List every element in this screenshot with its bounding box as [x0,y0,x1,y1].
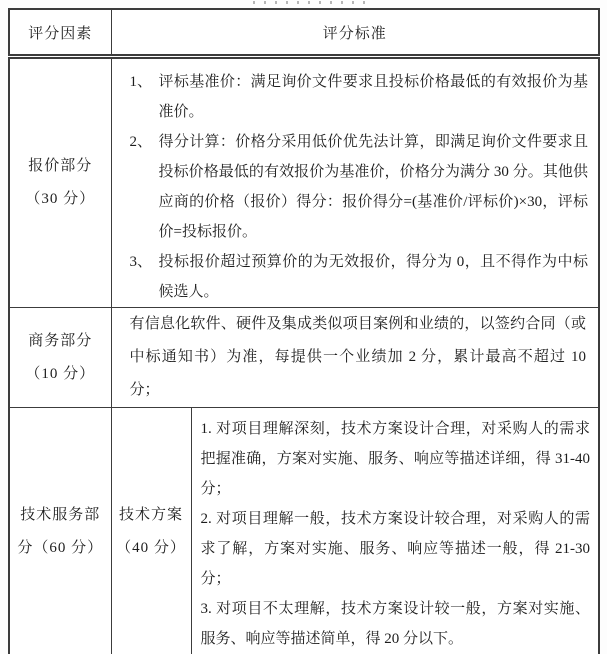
criteria-item: 2. 对项目理解一般，技术方案设计较合理，对采购人的需求了解，方案对实施、服务、响应等描述一般，得 21-30 分； [200,511,591,587]
criteria-item [112,247,589,307]
criteria-cell-quotation [111,57,599,308]
header-scoring-criteria: 评分标准 [111,9,599,57]
cropped-text-remnant [253,1,371,4]
item-number: 3、 [129,254,153,270]
criteria-item [112,127,589,247]
item-text: 评标基准价：满足询价文件要求且投标价格最低的有效报价为基准价。 [158,74,589,120]
item-number: 1、 [129,74,153,90]
criteria-cell-technical [191,408,599,654]
factor-cell-business [9,308,111,408]
header-scoring-factor: 评分因素 [9,9,111,57]
criteria-item: 3. 对项目不太理解，技术方案设计较一般，方案对实施、服务、响应等描述简单，得 20 分以下。 [200,601,591,647]
subfactor-score: （40 分） [116,540,186,556]
criteria-cell-business [111,308,599,408]
item-text: 得分计算：价格分采用低价优先法计算，即满足询价文件要求且投标价格最低的有效报价为基准价，价格分为满分 30 分。其他供应商的价格（报价）得分：报价得分=(基准价/评标价)×30，评标价=投标报价。 [158,134,589,240]
item-number: 2、 [129,134,153,150]
criteria-item: 1. 对项目理解深刻，技术方案设计合理，对采购人的需求把握准确，方案对实施、服务、响应等描述详细，得 31-40 分； [200,421,591,497]
table-header-row [9,9,599,57]
factor-label: 商务部分 [28,332,93,349]
subfactor-cell-technical-plan [111,408,191,654]
criteria-text: 有信息化软件、硬件及集成类似项目案例和业绩的，以签约合同（或中标通知书）为准，每提供一个业绩加 2 分，累计最高不超过 10 分； [129,316,587,398]
factor-label: 报价部分 [28,158,93,174]
factor-cell-technical [9,408,111,654]
table-row-technical [9,408,599,654]
criteria-item [112,67,589,127]
factor-score: （30 分） [25,191,96,207]
item-text: 投标报价超过预算价的为无效报价，得分为 0，且不得作为中标候选人。 [158,254,589,300]
factor-cell-quotation [9,57,111,308]
factor-label: 技术服务部 [20,507,101,523]
table-row-quotation [9,57,599,308]
table-row-business [9,308,599,408]
scoring-criteria-table [8,8,600,654]
factor-score: （10 分） [25,365,96,382]
subfactor-label: 技术方案 [118,507,183,523]
factor-score: 分（60 分） [17,540,104,556]
